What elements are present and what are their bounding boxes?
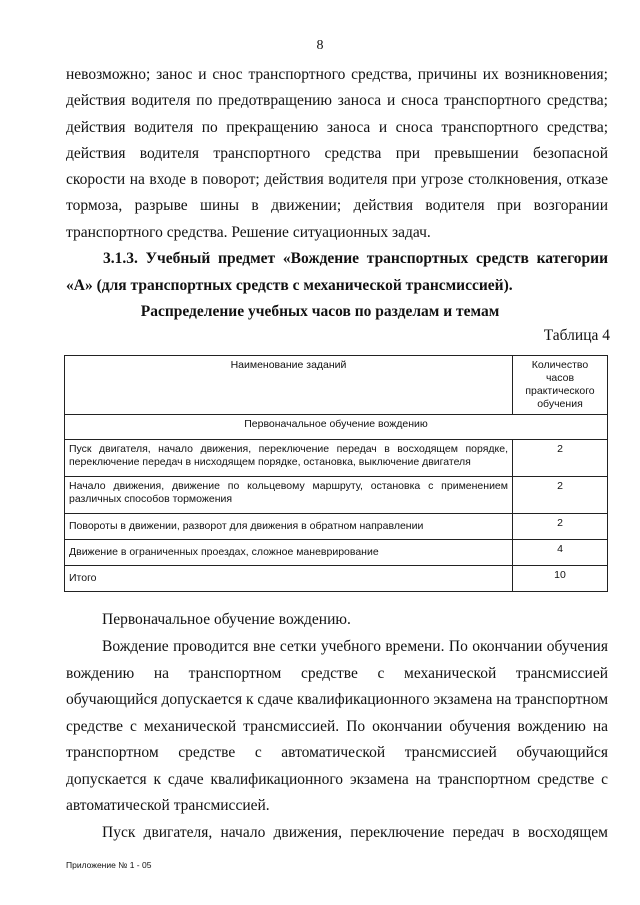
table-caption: Таблица 4 <box>543 327 610 344</box>
body-paragraph-3: Пуск двигателя, начало движения, переключение передач в восходящем <box>102 824 608 841</box>
table-row <box>65 440 608 477</box>
table-title: Распределение учебных часов по разделам и темам <box>140 303 500 320</box>
header-name-cell: Наименование заданий <box>65 356 513 415</box>
task-name-cell: Повороты в движении, разворот для движения в обратном направлении <box>65 514 513 540</box>
intro-paragraph: невозможно; занос и снос транспортного средства, причины их возникновения; действия водителя по предотвращению заноса и сноса транспортного средства; действия водителя по прекращению заноса и сноса транспортного средства; действия водителя транспортного средства при превышении безопасной скорости на входе в поворот; действия водителя при угрозе столкновения, отказе тормоза, разрыве шины в движении; действия водителя при возгорании транспортного средства. Решение ситуационных задач. <box>66 66 608 241</box>
table-row <box>65 514 608 540</box>
task-hours-cell: 2 <box>513 440 608 477</box>
table-section-row <box>65 415 608 440</box>
page-number: 8 <box>316 38 324 53</box>
table-row <box>65 477 608 514</box>
footer-note: Приложение № 1 - 05 <box>66 860 152 870</box>
total-hours-cell: 10 <box>513 566 608 592</box>
task-hours-cell: 4 <box>513 540 608 566</box>
total-label-cell: Итого <box>65 566 513 592</box>
task-name-cell: Начало движения, движение по кольцевому маршруту, остановка с применением различных способов торможения <box>65 477 513 514</box>
task-name-cell: Пуск двигателя, начало движения, переключение передач в восходящем порядке, переключение передач в нисходящем порядке, остановка, выключение двигателя <box>65 440 513 477</box>
table-total-row <box>65 566 608 592</box>
table-header-row <box>65 356 608 415</box>
header-hours-cell: Количество часов практического обучения <box>513 356 608 415</box>
body-paragraph-1: Первоначальное обучение вождению. <box>102 611 351 628</box>
section-heading: 3.1.3. Учебный предмет «Вождение транспортных средств категории «А» (для транспортных средств с механической трансмиссией). <box>66 250 608 294</box>
task-name-cell: Движение в ограниченных проездах, сложное маневрирование <box>65 540 513 566</box>
body-paragraph-2: Вождение проводится вне сетки учебного времени. По окончании обучения вождению на транспортном средстве с механической трансмиссией обучающийся допускается к сдаче квалификационного экзамена на транспортном средстве с механической трансмиссией. По окончании обучения вождению на транспортном средстве с автоматической трансмиссией обучающийся допускается к сдаче квалификационного экзамена на транспортном средстве с автоматической трансмиссией. <box>66 638 608 814</box>
hours-table <box>64 355 608 592</box>
task-hours-cell: 2 <box>513 477 608 514</box>
task-hours-cell: 2 <box>513 514 608 540</box>
section-label-cell: Первоначальное обучение вождению <box>65 415 608 440</box>
table-row <box>65 540 608 566</box>
